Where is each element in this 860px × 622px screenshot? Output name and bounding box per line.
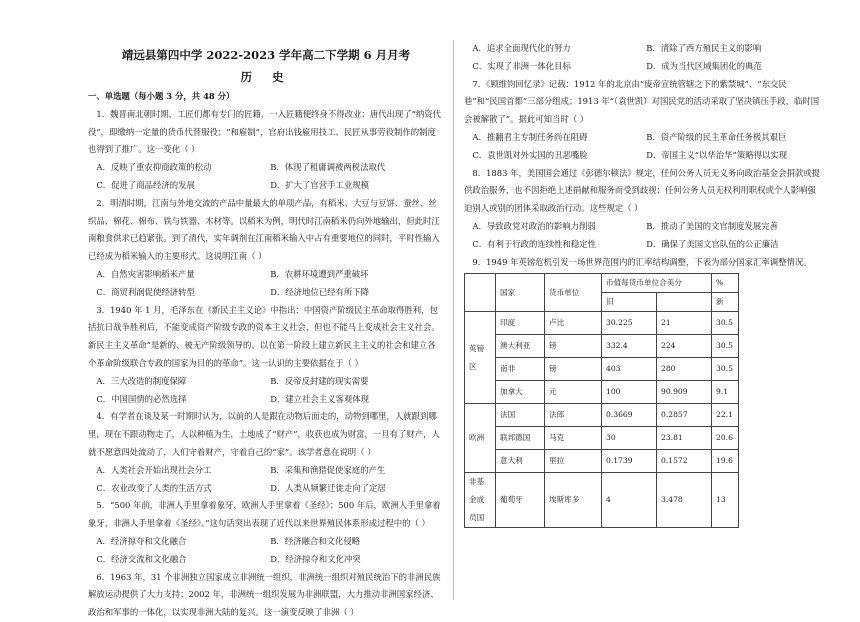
section-heading: 一、单选题（每小题 3 分，共 48 分）	[88, 91, 235, 101]
country-cell: 澳大利亚	[496, 335, 545, 358]
old-rate-cell: 30	[602, 427, 657, 450]
old-rate-cell: 0.1739	[602, 450, 657, 473]
question-stem: 6．1963 年，31 个非洲独立国家成立非洲统一组织，非洲统一组织对殖民统治下的非洲民族解放运动提供了大力支持；2002 年，非洲统一组织发展为非洲联盟，大力推动非洲国家经济、政治和军事的一体化，以实现非洲大陆的复兴。这一演变反映了非洲（ ）	[88, 571, 441, 618]
table-row	[465, 335, 739, 358]
table-row	[465, 312, 739, 335]
option-a: A．自然灾害影响稻米产量	[96, 268, 195, 279]
option-d: D．人类从频繁迁徙走向了定居	[270, 482, 386, 493]
pct-cell: 19.6	[712, 450, 739, 473]
options	[88, 462, 444, 498]
question-8	[464, 165, 820, 254]
pct-cell: 20.6	[712, 427, 739, 450]
header-group	[465, 274, 496, 312]
option-b: B．农耕环境遭到严重破坏	[270, 268, 369, 279]
option-d: D．成为当代区域集团化的典范	[646, 60, 762, 71]
option-c: C．实现了非洲一体化目标	[472, 60, 571, 71]
header-pct: %	[712, 274, 739, 293]
option-a: A．推翻君主专制任务尚在阻碍	[472, 131, 588, 142]
country-cell: 法国	[496, 404, 545, 427]
option-b: B．反帝反封建的现实需要	[270, 375, 369, 386]
options	[88, 266, 444, 302]
option-a: A．经济掠夺和文化融合	[96, 535, 187, 546]
option-b: B．经济融合和文化侵略	[270, 535, 361, 546]
option-a: A．三大改造的制度保障	[96, 375, 187, 386]
new-rate-cell: 0.2857	[657, 404, 712, 427]
unit-cell: 法郎	[545, 404, 602, 427]
unit-cell: 埃斯库多	[545, 473, 602, 527]
option-a: A．人类社会开始出现社会分工	[96, 464, 212, 475]
option-a: A．导致政党对政治的影响力削弱	[472, 220, 596, 231]
header-rate: 币值每货币单位合美分	[602, 274, 712, 293]
question-7	[464, 76, 820, 165]
table-row	[465, 381, 739, 404]
header-new-label: 新	[712, 293, 739, 312]
pct-cell: 30.5	[712, 358, 739, 381]
unit-cell: 卢比	[545, 312, 602, 335]
option-b: B．资产阶级的民主革命任务极其艰巨	[646, 131, 787, 142]
options	[88, 373, 444, 409]
question-1	[88, 106, 444, 195]
option-c: C．农业改变了人类的生活方式	[96, 482, 212, 493]
old-rate-cell: 403	[602, 358, 657, 381]
old-rate-cell: 100	[602, 381, 657, 404]
question-stem: 1．魏晋南北朝时期，工匠们都有专门的匠籍，一入匠籍便终身不得改业；唐代出现了“纳资代役”，即缴纳一定量的货币代替服役；“和雇制”，官府出钱雇用技工、民匠从事劳役制作的制度也得到了推广。这一变化（ ）	[88, 108, 441, 155]
question-stem: 4．有学者在谈及某一时期时认为，以前的人是跟在动物后面走的，动物到哪里，人就跟到哪里，现在不跟动物走了，人以种植为生，土地成了“财产”，收获也成为财富，一旦有了财产，人就不愿意四处流动了，人们守着财产，守着自己的“家”。该学者意在说明（ ）	[88, 411, 440, 457]
old-rate-cell: 4	[602, 473, 657, 527]
pct-cell: 13	[712, 473, 739, 527]
header-old: 旧	[602, 293, 657, 312]
options	[464, 218, 820, 254]
country-cell: 加拿大	[496, 381, 545, 404]
options	[464, 129, 820, 165]
subject-heading: 历 史	[240, 70, 292, 84]
question-9	[464, 254, 820, 528]
country-cell: 联邦德国	[496, 427, 545, 450]
option-d: D．经济掠夺和文化冲突	[270, 553, 361, 564]
new-rate-cell: 21	[657, 312, 712, 335]
header-country: 国家	[496, 274, 545, 312]
option-c: C．经济交流和文化融合	[96, 553, 187, 564]
option-a: A．追求全面现代化的努力	[472, 43, 571, 53]
pct-cell: 30.5	[712, 312, 739, 335]
table-row	[465, 427, 739, 450]
unit-cell: 元	[545, 381, 602, 404]
unit-cell: 马克	[545, 427, 602, 450]
table-header-row	[465, 274, 739, 293]
options	[88, 159, 444, 195]
pct-cell: 30.5	[712, 335, 739, 358]
option-d: D．确保了美国文官队伍的公正廉洁	[646, 238, 779, 249]
currency-table	[464, 273, 739, 527]
new-rate-cell: 23.81	[657, 427, 712, 450]
left-column	[88, 40, 444, 618]
question-5	[88, 497, 444, 568]
option-b: B．推动了美国的文官制度发展完善	[646, 220, 778, 231]
new-rate-cell: 280	[657, 358, 712, 381]
country-cell: 南非	[496, 358, 545, 381]
option-b: B．清除了西方殖民主义的影响	[646, 43, 762, 53]
question-stem: 9．1949 年英镑危机引发一场世界范围内的汇率结构调整，下表为部分国家汇率调整情况。	[472, 256, 812, 267]
question-6	[464, 40, 820, 76]
option-d: D．建立社会主义客观体现	[270, 393, 370, 404]
question-3	[88, 302, 444, 409]
unit-cell: 镑	[545, 358, 602, 381]
country-cell: 意大利	[496, 450, 545, 473]
pct-cell: 9.1	[712, 381, 739, 404]
new-rate-cell: 224	[657, 335, 712, 358]
group-cell: 欧洲	[465, 404, 496, 473]
options	[88, 533, 444, 569]
new-rate-cell: 0.1572	[657, 450, 712, 473]
option-c: C．商贸利润促使经济转型	[96, 286, 195, 297]
question-4	[88, 408, 444, 497]
option-d: D．帝国主义“以华治华”策略得以实现	[646, 149, 788, 160]
old-rate-cell: 0.3669	[602, 404, 657, 427]
exam-title: 靖远县第四中学 2022-2023 学年高二下学期 6 月月考	[121, 48, 411, 62]
pct-cell: 22.1	[712, 404, 739, 427]
unit-cell: 里拉	[545, 450, 602, 473]
header-new	[657, 293, 712, 312]
new-rate-cell: 3.478	[657, 473, 712, 527]
group-cell: 英镑区	[465, 312, 496, 404]
country-cell: 印度	[496, 312, 545, 335]
option-c: C．袁世凯对外实国的丑恶嘴脸	[472, 149, 588, 160]
option-c: C．促进了商品经济的发展	[96, 179, 195, 190]
option-c: C．中国国情的必然选择	[96, 393, 187, 404]
option-d: D．经济地位已经有所下降	[270, 286, 370, 297]
question-stem: 8．1883 年，美国国会通过《彭德尔顿法》规定，任何公务人员无义务向政治基金会捐款或提供政治服务，也不因拒绝上述捐献和服务而受到歧视；任何公务人员无权利用职权或个人影响强迫别人或别的团体采取政治行动。这些规定（ ）	[464, 167, 820, 214]
question-2	[88, 195, 444, 302]
unit-cell: 镑	[545, 335, 602, 358]
option-d: D．扩大了官营手工业规模	[270, 179, 370, 190]
table-row	[465, 450, 739, 473]
old-rate-cell: 30.225	[602, 312, 657, 335]
country-cell: 葡萄牙	[496, 473, 545, 527]
new-rate-cell: 90.909	[657, 381, 712, 404]
table-row	[465, 358, 739, 381]
question-stem: 5．“500 年前，非洲人手里拿着象牙，欧洲人手里拿着《圣经》；500 年后，欧洲人手里拿着象牙，非洲人手里拿着《圣经》。”这句话突出表现了近代以来世界殖民体系形成过程中的（ ）	[88, 500, 441, 529]
column-divider	[453, 40, 454, 600]
table-row	[465, 473, 739, 527]
group-cell: 非基金成员国	[465, 473, 496, 527]
header-unit: 货币单位	[545, 274, 602, 312]
question-6-start	[88, 569, 444, 618]
question-stem: 3．1940 年 1 月，毛泽东在《新民主主义论》中指出：中国资产阶级民主革命取得胜利，包括抗日战争胜利后，不能变成资产阶级专政的资本主义社会，但也不能马上变成社会主义社会。新民主主义革命“是新的、被无产阶级领导的、以在第一阶段上建立新民主主义的社会和建立各个革命阶级联合专政的国家为目的的革命”。这一认识的主要依据在于（ ）	[88, 304, 440, 368]
question-stem: 2．明清时期，江南与外地交流的产品中量最大的单项产品，有稻米、大豆与豆饼、蚕丝、丝织品、棉花、棉布、铁与铁器、木材等。以稻米为例，明代时江南稻米仍向外地输出，但此时江南粮食供求已趋紧张。到了清代，实年调剂在江南稻米输入中占有重要地位的同时，平时性输入已经成为稻米输入的主要形式。这说明江南（ ）	[88, 197, 440, 262]
option-a: A．反映了重农抑商政策的松动	[96, 162, 212, 173]
option-b: B．采集和渔猎促使家庭的产生	[270, 464, 386, 475]
right-column	[464, 40, 820, 528]
options	[464, 40, 820, 76]
option-c: C．有利于行政的连续性和稳定性	[472, 238, 597, 249]
question-stem: 7．《顾维钧回忆录》记载：1912 年的北京由“废帝宣统管辖之下的紫禁城”、“东交民巷”和“民国首都”三部分组成；1913 年“（袁世凯）对国民党的活动采取了坚决镇压手段，临时国会被解散了”。据此可知当时（ ）	[464, 78, 820, 125]
old-rate-cell: 332.4	[602, 335, 657, 358]
table-row	[465, 404, 739, 427]
option-b: B．体现了租庸调被两税法取代	[270, 162, 386, 173]
